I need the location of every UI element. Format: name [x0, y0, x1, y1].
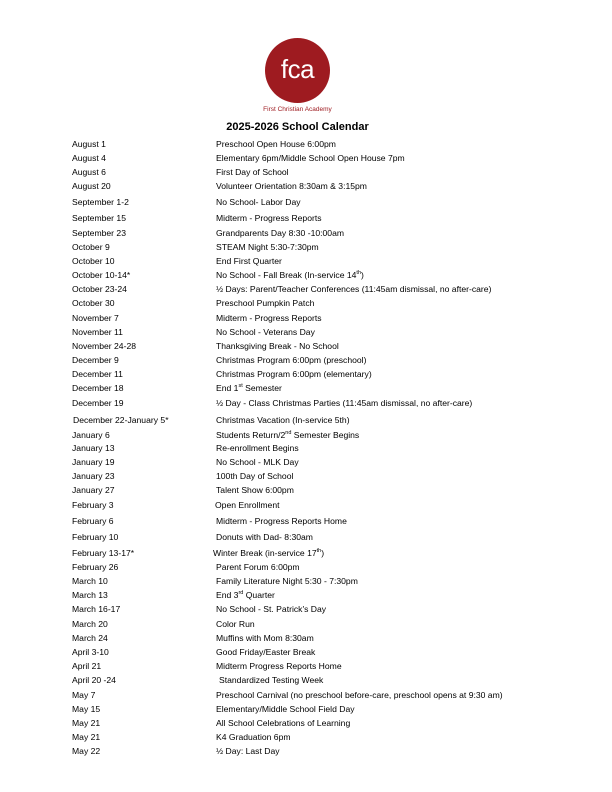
calendar-row: [0, 353, 612, 367]
calendar-row: [0, 413, 612, 427]
calendar-row: [0, 631, 612, 645]
event-description: STEAM Night 5:30-7:30pm: [216, 242, 319, 252]
event-description: 100th Day of School: [216, 471, 294, 481]
event-description: Christmas Program 6:00pm (preschool): [216, 355, 367, 365]
event-description: Midterm - Progress Reports: [216, 213, 322, 223]
event-date: January 13: [72, 443, 115, 453]
event-description: Grandparents Day 8:30 -10:00am: [216, 228, 345, 238]
calendar-row: [0, 165, 612, 179]
calendar-row: [0, 574, 612, 588]
event-description: No School - Fall Break (In-service 14th): [216, 270, 364, 280]
calendar-row: [0, 381, 612, 395]
event-date: March 13: [72, 590, 108, 600]
event-description: Elementary 6pm/Middle School Open House 7pm: [216, 153, 405, 163]
event-date: February 10: [72, 532, 119, 542]
event-date: January 27: [72, 485, 115, 495]
calendar-row: [0, 311, 612, 325]
event-description: Christmas Program 6:00pm (elementary): [216, 369, 372, 379]
event-description: Preschool Pumpkin Patch: [216, 298, 315, 308]
event-description: Winter Break (in-service 17th): [213, 548, 325, 558]
event-date: February 26: [72, 562, 119, 572]
event-date: December 22-January 5*: [73, 415, 169, 425]
event-description: Midterm - Progress Reports Home: [216, 516, 347, 526]
calendar-row: [0, 339, 612, 353]
event-date: October 10-14*: [72, 270, 131, 280]
calendar-row: [0, 428, 612, 442]
event-date: February 3: [72, 500, 114, 510]
event-date: September 15: [72, 213, 126, 223]
event-date: April 21: [72, 661, 102, 671]
calendar-row: [0, 469, 612, 483]
event-date: May 15: [72, 704, 101, 714]
calendar-row: [0, 483, 612, 497]
event-description: End 1st Semester: [216, 383, 282, 393]
calendar-row: [0, 211, 612, 225]
event-date: January 6: [72, 430, 110, 440]
event-date: January 19: [72, 457, 115, 467]
event-description: No School - St. Patrick's Day: [216, 604, 327, 614]
event-description: Muffins with Mom 8:30am: [216, 633, 314, 643]
event-date: December 9: [72, 355, 119, 365]
calendar-row: [0, 455, 612, 469]
calendar-row: [0, 514, 612, 528]
event-date: August 1: [72, 139, 106, 149]
event-description: Talent Show 6:00pm: [216, 485, 294, 495]
calendar-row: [0, 716, 612, 730]
calendar-row: [0, 602, 612, 616]
calendar-row: [0, 179, 612, 193]
calendar-row: [0, 396, 612, 410]
event-date: March 10: [72, 576, 108, 586]
event-date: August 4: [72, 153, 106, 163]
event-date: January 23: [72, 471, 115, 481]
event-description: ½ Day: Last Day: [216, 746, 280, 756]
calendar-row: [0, 367, 612, 381]
event-date: May 22: [72, 746, 101, 756]
organization-name: First Christian Academy: [263, 106, 332, 113]
calendar-row: [0, 195, 612, 209]
event-description: Open Enrollment: [215, 500, 280, 510]
calendar-row: [0, 659, 612, 673]
calendar-row: [0, 673, 612, 687]
event-description: Preschool Open House 6:00pm: [216, 139, 336, 149]
event-date: November 24-28: [72, 341, 137, 351]
event-date: October 10: [72, 256, 115, 266]
event-date: October 30: [72, 298, 115, 308]
event-description: Christmas Vacation (In-service 5th): [216, 415, 350, 425]
event-date: October 9: [72, 242, 110, 252]
calendar-row: [0, 441, 612, 455]
event-date: August 20: [72, 181, 111, 191]
calendar-row: [0, 645, 612, 659]
event-date: December 11: [72, 369, 123, 379]
event-date: March 16-17: [72, 604, 121, 614]
event-description: Family Literature Night 5:30 - 7:30pm: [216, 576, 358, 586]
calendar-row: [0, 226, 612, 240]
event-description: End 3rd Quarter: [216, 590, 275, 600]
event-date: February 13-17*: [72, 548, 135, 558]
event-date: February 6: [72, 516, 114, 526]
event-date: May 21: [72, 718, 101, 728]
event-description: No School- Labor Day: [216, 197, 301, 207]
event-description: Midterm - Progress Reports: [216, 313, 322, 323]
calendar-row: [0, 325, 612, 339]
event-date: October 23-24: [72, 284, 127, 294]
event-description: All School Celebrations of Learning: [216, 718, 351, 728]
calendar-row: [0, 296, 612, 310]
calendar-row: [0, 560, 612, 574]
calendar-row: [0, 730, 612, 744]
event-description: No School - Veterans Day: [216, 327, 315, 337]
event-description: First Day of School: [216, 167, 289, 177]
calendar-row: [0, 151, 612, 165]
event-description: End First Quarter: [216, 256, 282, 266]
event-description: Students Return/2nd Semester Begins: [216, 430, 360, 440]
event-date: November 11: [72, 327, 123, 337]
event-date: March 20: [72, 619, 108, 629]
event-description: K4 Graduation 6pm: [216, 732, 291, 742]
event-description: Parent Forum 6:00pm: [216, 562, 300, 572]
calendar-row: [0, 702, 612, 716]
event-description: Preschool Carnival (no preschool before-care, preschool opens at 9:30 am): [216, 690, 503, 700]
event-date: September 23: [72, 228, 126, 238]
event-description: ½ Days: Parent/Teacher Conferences (11:45am dismissal, no after-care): [216, 284, 492, 294]
event-description: Midterm Progress Reports Home: [216, 661, 342, 671]
calendar-row: [0, 588, 612, 602]
event-description: Standardized Testing Week: [219, 675, 324, 685]
calendar-row: [0, 498, 612, 512]
school-logo: [265, 38, 330, 103]
event-date: April 3-10: [72, 647, 109, 657]
calendar-row: [0, 546, 612, 560]
event-date: November 7: [72, 313, 119, 323]
logo-text: fca: [280, 53, 315, 84]
event-date: May 21: [72, 732, 101, 742]
event-description: ½ Day - Class Christmas Parties (11:45am dismissal, no after-care): [216, 398, 473, 408]
calendar-row: [0, 268, 612, 282]
event-date: April 20 -24: [72, 675, 116, 685]
calendar-row: [0, 240, 612, 254]
event-description: Thanksgiving Break - No School: [216, 341, 339, 351]
event-description: Elementary/Middle School Field Day: [216, 704, 355, 714]
event-date: August 6: [72, 167, 106, 177]
calendar-row: [0, 282, 612, 296]
calendar-row: [0, 744, 612, 758]
event-description: Good Friday/Easter Break: [216, 647, 316, 657]
calendar-row: [0, 137, 612, 151]
event-description: Volunteer Orientation 8:30am & 3:15pm: [216, 181, 367, 191]
event-description: No School - MLK Day: [216, 457, 299, 467]
event-description: Color Run: [216, 619, 255, 629]
calendar-row: [0, 530, 612, 544]
event-date: September 1-2: [72, 197, 129, 207]
calendar-row: [0, 254, 612, 268]
event-date: May 7: [72, 690, 96, 700]
calendar-row: [0, 617, 612, 631]
event-date: December 18: [72, 383, 124, 393]
event-date: March 24: [72, 633, 108, 643]
event-date: December 19: [72, 398, 124, 408]
event-description: Re-enrollment Begins: [216, 443, 299, 453]
event-description: Donuts with Dad- 8:30am: [216, 532, 313, 542]
page-title: 2025-2026 School Calendar: [226, 121, 369, 133]
calendar-row: [0, 688, 612, 702]
